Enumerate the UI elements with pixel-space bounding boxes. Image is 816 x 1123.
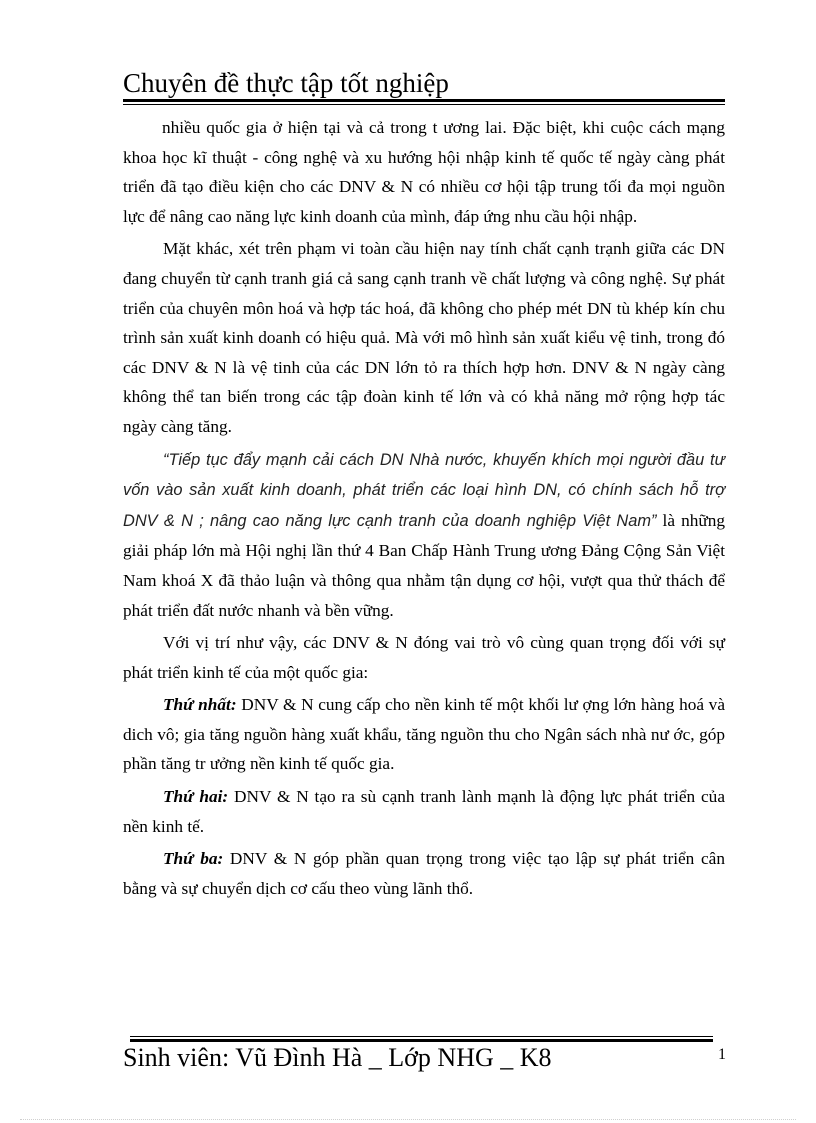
page-number: 1 (718, 1046, 726, 1063)
page-edge-divider (20, 1119, 796, 1120)
footer-author: Sinh viên: Vũ Đình Hà _ Lớp NHG _ K8 (123, 1043, 552, 1072)
point-text: DNV & N góp phần quan trọng trong việc tạo lập sự phát triển cân bằng và sự chuyển dịch cơ cấu theo vùng lãnh thổ. (123, 849, 725, 898)
paragraph: Với vị trí như vậy, các DNV & N đóng vai trò vô cùng quan trọng đối với sự phát triển kinh tế của một quốc gia: (123, 633, 725, 682)
paragraph: nhiều quốc gia ở hiện tại và cả trong t ương lai. Đặc biệt, khi cuộc cách mạng khoa học kĩ thuật - công nghệ và xu hướng hội nhập kinh tế quốc tế ngày càng phát triển đã tạo điều kiện cho các DNV & N có nhiều cơ hội tập trung tối đa mọi nguồn lực để nâng cao năng lực kinh doanh của mình, đáp ứng nhu cầu hội nhập. (123, 118, 725, 226)
point-lead: Thứ nhất: (163, 695, 237, 715)
list-paragraph (123, 844, 725, 903)
list-paragraph (123, 690, 725, 779)
point-text: DNV & N cung cấp cho nền kinh tế một khối lư ợng lớn hàng hoá và dich vô; gia tăng nguồn hàng xuất khẩu, tăng nguồn thu cho Ngân sách nhà nư ớc, góp phần tăng tr ưởng nền kinh tế quốc gia. (123, 695, 725, 774)
document-body (123, 113, 725, 906)
paragraph: Mặt khác, xét trên phạm vi toàn cầu hiện nay tính chất cạnh trạnh giữa các DN đang chuyển từ cạnh tranh giá cả sang cạnh tranh về chất lượng và công nghệ. Sự phát triển của chuyên môn hoá và hợp tác hoá, đã không cho phép mét DN tù khép kín chu trình sản xuất kinh doanh có hiệu quả. Mà với mô hình sản xuất kiểu vệ tinh, trong đó các DNV & N là vệ tinh của các DN lớn tỏ ra thích hợp hơn. DNV & N ngày càng không thể tan biến trong các tập đoàn kinh tế lớn và có khả năng mở rộng hợp tác ngày càng tăng. (123, 239, 725, 436)
point-lead: Thứ hai: (163, 787, 229, 807)
quoted-text: “Tiếp tục đẩy mạnh cải cách DN Nhà nước, khuyến khích mọi người đầu tư vốn vào sản xuất kinh doanh, phát triển các loại hình DN, có chính sách hỗ trợ DNV & N ; nâng cao năng lực cạnh tranh của doanh nghiệp Việt Nam” (123, 450, 725, 530)
quote-paragraph (123, 445, 725, 626)
point-text: DNV & N tạo ra sù cạnh tranh lành mạnh là động lực phát triển của nền kinh tế. (123, 787, 725, 836)
list-paragraph (123, 782, 725, 841)
point-lead: Thứ ba: (163, 849, 224, 869)
paragraph-text: là những giải pháp lớn mà Hội nghị lần thứ 4 Ban Chấp Hành Trung ương Đảng Cộng Sản Việt Nam khoá X đã thảo luận và thông qua nhằm tận dụng cơ hội, vượt qua thử thách để phát triển đất nước nhanh và bền vững. (123, 510, 725, 620)
page-header-title: Chuyên đề thực tập tốt nghiệp (123, 68, 449, 98)
header-divider (123, 99, 725, 105)
